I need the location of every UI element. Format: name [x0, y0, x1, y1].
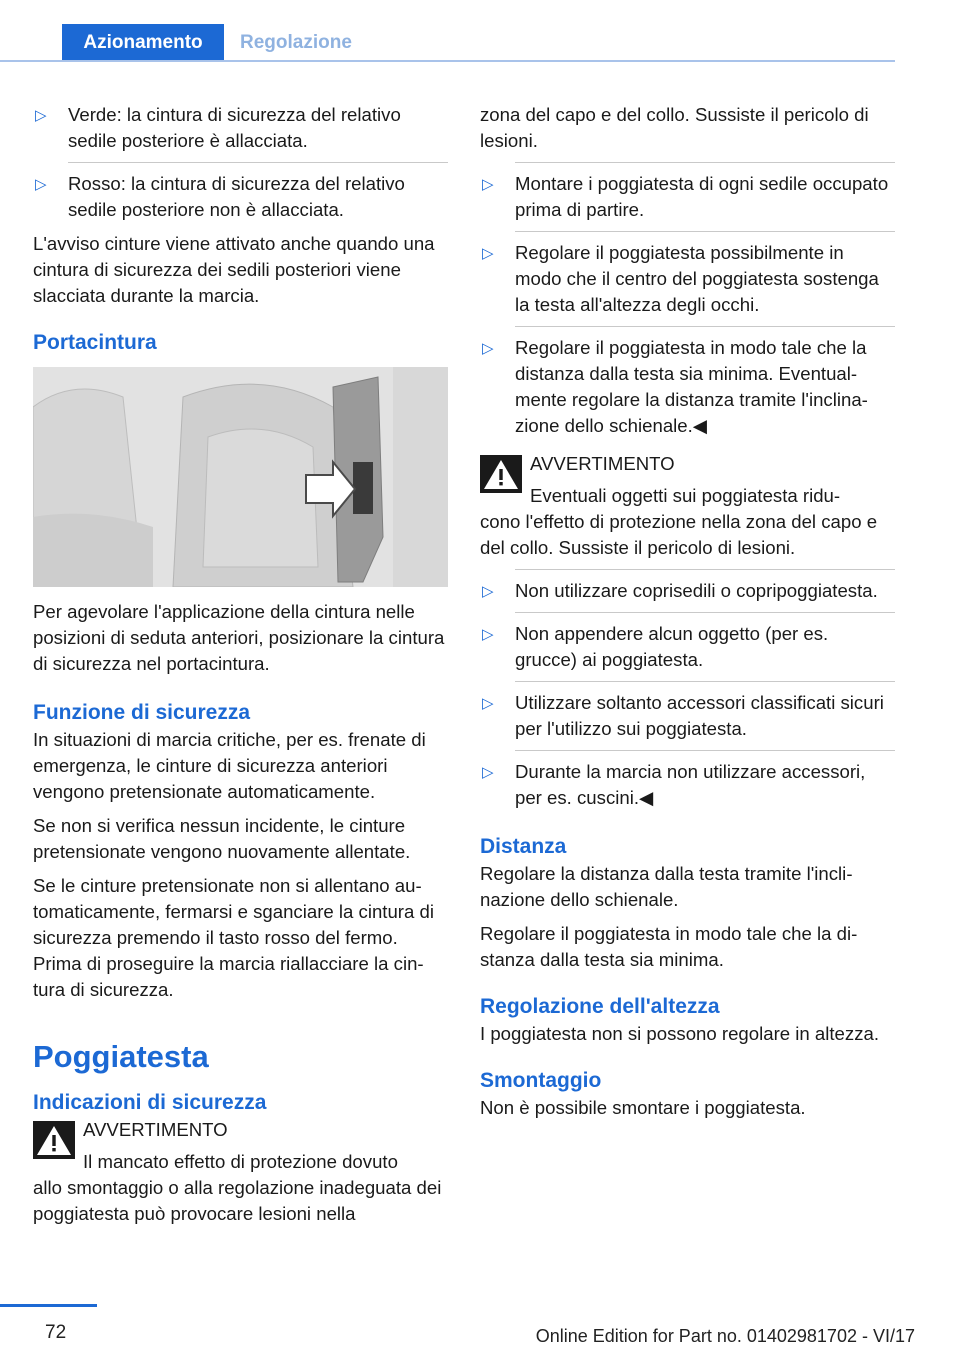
list-item-text: Non utilizzare coprisedili o copripoggiatesta.	[515, 580, 878, 601]
warning-block	[33, 1117, 448, 1227]
divider	[515, 569, 895, 570]
list-item	[480, 621, 895, 673]
list-item	[480, 240, 895, 318]
triangle-bullet-icon: ▷	[35, 176, 47, 193]
divider	[515, 750, 895, 751]
list-item	[480, 578, 895, 604]
divider	[515, 326, 895, 327]
tab-underline	[0, 60, 895, 62]
paragraph: Per agevolare l'applicazione della cintura nelle posizioni di seduta anteriori, posizionare la cintura di sicurezza nel portacintura.	[33, 601, 445, 674]
paragraph: Se non si verifica nessun incidente, le cinture pretensionate vengono nuovamente allentate.	[33, 815, 411, 862]
list-item	[480, 759, 895, 811]
footer-accent-bar	[0, 1304, 97, 1307]
triangle-bullet-icon: ▷	[35, 107, 47, 124]
list-item-text: Utilizzare soltanto accessori classificati sicuri per l'utilizzo sui poggiatesta.	[515, 692, 884, 739]
divider	[68, 162, 448, 163]
list-item-text: Durante la marcia non utilizzare accessori, per es. cuscini.◀	[515, 761, 866, 808]
section-heading-distanza: Distanza	[480, 835, 567, 858]
triangle-bullet-icon: ▷	[482, 245, 494, 262]
paragraph: I poggiatesta non si possono regolare in altezza.	[480, 1023, 879, 1044]
triangle-bullet-icon: ▷	[482, 695, 494, 712]
section-heading-smontaggio: Smontaggio	[480, 1069, 602, 1092]
paragraph: In situazioni di marcia critiche, per es. frenate di emergenza, le cinture di sicurezza anteriori vengono pretensionate automaticamente.	[33, 729, 426, 802]
triangle-bullet-icon: ▷	[482, 340, 494, 357]
section-heading-funzione-di-sicurezza: Funzione di sicurezza	[33, 701, 251, 724]
paragraph: Regolare il poggiatesta in modo tale che la distanza dalla testa sia minima.	[480, 923, 858, 970]
list-item	[33, 171, 448, 223]
paragraph: Se le cinture pretensionate non si allentano automaticamente, fermarsi e sganciare la cintura di sicurezza premendo il tasto rosso del fermo. Prima di proseguire la marcia riallacciare la cintura di sicurezza.	[33, 875, 434, 1000]
tab-azionamento[interactable]: Azionamento	[62, 24, 224, 62]
paragraph: Regolare la distanza dalla testa tramite l'inclinazione dello schienale.	[480, 863, 853, 910]
seatbelt-holder-photo	[33, 367, 448, 587]
page-number: 72	[45, 1322, 67, 1343]
list-item-text: Non appendere alcun oggetto (per es. grucce) ai poggiatesta.	[515, 623, 829, 670]
paragraph: L'avviso cinture viene attivato anche quando una cintura di sicurezza dei sedili posteriori viene slacciata durante la marcia.	[33, 233, 435, 306]
list-item	[480, 690, 895, 742]
divider	[515, 612, 895, 613]
section-heading-portacintura: Portacintura	[33, 331, 157, 354]
list-item-text: Regolare il poggiatesta possibilmente in modo che il centro del poggiatesta sostenga la testa all'altezza degli occhi.	[515, 242, 879, 315]
warning-line: Eventuali oggetti sui poggiatesta ridu-	[530, 485, 841, 506]
section-heading-indicazioni-di-sicurezza: Indicazioni di sicurezza	[33, 1091, 267, 1114]
list-item	[480, 335, 895, 439]
list-item	[33, 102, 448, 154]
warning-triangle-icon	[480, 455, 522, 493]
list-item-text: Rosso: la cintura di sicurezza del relativo sedile posteriore non è allacciata.	[68, 173, 405, 220]
right-column	[480, 102, 895, 1129]
warning-block	[480, 451, 895, 561]
seat-illustration	[33, 367, 448, 587]
paragraph: Non è possibile smontare i poggiatesta.	[480, 1097, 806, 1118]
section-heading-regolazione-altezza: Regolazione dell'altezza	[480, 995, 720, 1018]
list-item-text: Montare i poggiatesta di ogni sedile occupato prima di partire.	[515, 173, 889, 220]
warning-title: AVVERTIMENTO	[83, 1119, 228, 1140]
triangle-bullet-icon: ▷	[482, 583, 494, 600]
list-item-text: Verde: la cintura di sicurezza del relativo sedile posteriore è allacciata.	[68, 104, 401, 151]
triangle-bullet-icon: ▷	[482, 176, 494, 193]
divider	[515, 231, 895, 232]
paragraph: zona del capo e del collo. Sussiste il pericolo di lesioni.	[480, 104, 869, 151]
triangle-bullet-icon: ▷	[482, 764, 494, 781]
divider	[515, 681, 895, 682]
triangle-bullet-icon: ▷	[482, 626, 494, 643]
tab-regolazione[interactable]: Regolazione	[240, 32, 352, 53]
list-item-text: Regolare il poggiatesta in modo tale che la distanza dalla testa sia minima. Eventualmente regolare la distanza tramite l'inclinazione dello schienale.◀	[515, 337, 868, 436]
warning-text: cono l'effetto di protezione nella zona del capo e del collo. Sussiste il pericolo di lesioni.	[480, 511, 878, 558]
left-column	[33, 102, 448, 1227]
warning-title: AVVERTIMENTO	[530, 453, 675, 474]
list-item	[480, 171, 895, 223]
warning-triangle-icon	[33, 1121, 75, 1159]
section-heading-poggiatesta: Poggiatesta	[33, 1039, 209, 1074]
edition-footer: Online Edition for Part no. 01402981702 - VI/17	[535, 1326, 915, 1346]
divider	[515, 162, 895, 163]
warning-text: allo smontaggio o alla regolazione inadeguata dei poggiatesta può provocare lesioni nella	[33, 1177, 442, 1224]
warning-line: Il mancato effetto di protezione dovuto	[83, 1151, 398, 1172]
